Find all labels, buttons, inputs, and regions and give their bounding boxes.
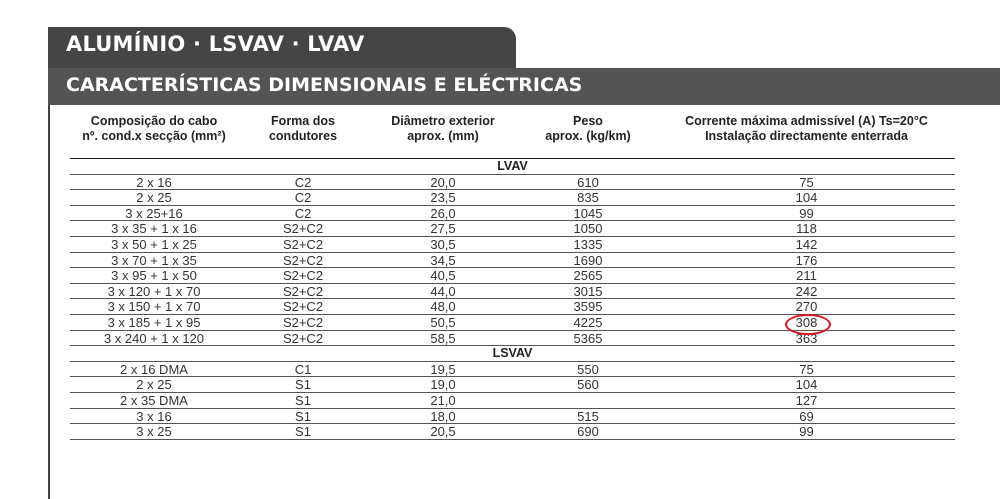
cell-diameter: 18,0: [430, 408, 456, 424]
cell-current: 363: [795, 330, 818, 346]
section-header: LSVAV: [70, 346, 955, 362]
cell-current: 142: [795, 236, 818, 252]
cell-diameter: 20,5: [430, 424, 456, 440]
cell-weight: 610: [577, 174, 599, 190]
table-row: [70, 253, 955, 269]
cell-diameter: 23,5: [430, 190, 456, 206]
cell-conductor-shape: S2+C2: [282, 221, 324, 237]
table-row: [70, 221, 955, 237]
header-weight: Peso aprox. (kg/km): [545, 114, 631, 143]
cell-current: 211: [796, 268, 817, 284]
title-tab: [48, 27, 516, 68]
cell-conductor-shape: S1: [295, 392, 311, 408]
cell-weight: 1050: [573, 221, 603, 237]
cell-diameter: 44,0: [430, 283, 456, 299]
cell-weight: 2565: [573, 268, 603, 284]
cell-diameter: 40,5: [430, 268, 456, 284]
cell-conductor-shape: S2+C2: [282, 299, 324, 315]
cell-conductor-shape: S2+C2: [282, 236, 324, 252]
header-max-current: Corrente máxima admissível (A) Ts=20°C Instalação directamente enterrada: [685, 114, 928, 143]
table-body: [70, 159, 955, 440]
cell-current: 99: [799, 205, 814, 221]
cell-composition: 3 x 25+16: [125, 205, 183, 221]
cell-composition: 3 x 70 + 1 x 35: [111, 252, 197, 268]
cell-weight: 1690: [573, 252, 603, 268]
cell-composition: 3 x 95 + 1 x 50: [111, 268, 197, 284]
cell-diameter: 19,0: [430, 377, 456, 393]
table-row: [70, 331, 955, 347]
cell-composition: 3 x 240 + 1 x 120: [103, 330, 205, 346]
cable-specs-table: [70, 114, 955, 440]
cell-diameter: 34,5: [430, 252, 456, 268]
cell-diameter: 20,0: [430, 174, 456, 190]
cell-current: 242: [795, 283, 818, 299]
header-conductor-shape: Forma dos condutores: [268, 114, 338, 143]
cell-diameter: 27,5: [430, 221, 456, 237]
cell-composition: 2 x 16: [136, 174, 172, 190]
cell-current: 99: [799, 424, 814, 440]
table-row: [70, 393, 955, 409]
cell-weight: 4225: [573, 314, 603, 330]
header-composition: Composição do cabo nº. cond.x secção (mm²): [82, 114, 226, 143]
cell-weight: 5365: [573, 330, 603, 346]
cell-diameter: 26,0: [430, 205, 456, 221]
cell-weight: 560: [577, 377, 599, 393]
cell-conductor-shape: S2+C2: [282, 283, 324, 299]
table-row: [70, 175, 955, 191]
table-row: [70, 409, 955, 425]
cell-conductor-shape: S1: [295, 377, 311, 393]
table-row: [70, 315, 955, 331]
section-title: CARACTERÍSTICAS DIMENSIONAIS E ELÉCTRICAS: [66, 74, 583, 96]
cell-composition: 3 x 120 + 1 x 70: [107, 283, 201, 299]
cell-current: 270: [795, 299, 818, 315]
cell-current: 127: [795, 392, 818, 408]
cell-composition: 2 x 35 DMA: [120, 392, 188, 408]
cell-current: [658, 315, 955, 330]
cell-conductor-shape: C2: [294, 190, 312, 206]
table-row: [70, 362, 955, 378]
highlighted-value: 308: [795, 314, 818, 330]
cell-weight: 3015: [573, 283, 603, 299]
cell-composition: 3 x 25: [136, 424, 172, 440]
table-row: [70, 268, 955, 284]
cell-current: 75: [799, 174, 814, 190]
table-row: [70, 284, 955, 300]
header-outer-diameter: Diâmetro exterior aprox. (mm): [391, 114, 495, 143]
table-row: [70, 424, 955, 440]
subtitle-band: [48, 68, 1000, 105]
cell-conductor-shape: S2+C2: [282, 314, 324, 330]
cell-diameter: 48,0: [430, 299, 456, 315]
cell-composition: 3 x 50 + 1 x 25: [111, 236, 197, 252]
cell-weight: 515: [577, 408, 599, 424]
table-row: [70, 206, 955, 222]
page-title: ALUMÍNIO · LSVAV · LVAV: [66, 32, 365, 56]
cell-composition: 3 x 150 + 1 x 70: [107, 299, 201, 315]
cell-conductor-shape: C1: [294, 361, 312, 377]
cell-conductor-shape: S1: [295, 408, 311, 424]
cell-composition: 3 x 35 + 1 x 16: [111, 221, 197, 237]
cell-diameter: 21,0: [430, 392, 456, 408]
cell-current: 104: [795, 190, 818, 206]
table-header: [70, 114, 955, 159]
cell-current: 118: [796, 221, 817, 237]
cell-diameter: 50,5: [430, 314, 456, 330]
cell-weight: 3595: [573, 299, 603, 315]
cell-composition: 2 x 25: [136, 377, 172, 393]
section-header: LVAV: [70, 159, 955, 175]
cell-composition: 3 x 16: [136, 408, 172, 424]
cell-diameter: 30,5: [430, 236, 456, 252]
cell-current: 69: [799, 408, 814, 424]
table-row: [70, 190, 955, 206]
table-row: [70, 377, 955, 393]
cell-diameter: 19,5: [430, 361, 456, 377]
cell-weight: 690: [577, 424, 599, 440]
cell-diameter: 58,5: [430, 330, 456, 346]
cell-weight: 550: [577, 361, 599, 377]
cell-weight: 835: [577, 190, 599, 206]
cell-weight: 1335: [573, 236, 603, 252]
table-row: [70, 237, 955, 253]
cell-conductor-shape: C2: [294, 205, 312, 221]
cell-conductor-shape: C2: [294, 174, 312, 190]
cell-current: 75: [799, 361, 814, 377]
cell-current: 176: [795, 252, 818, 268]
cell-conductor-shape: S2+C2: [282, 330, 324, 346]
cell-conductor-shape: S1: [295, 424, 311, 440]
cell-composition: 2 x 16 DMA: [120, 361, 188, 377]
cell-current: 104: [795, 377, 818, 393]
cell-conductor-shape: S2+C2: [282, 268, 324, 284]
cell-weight: 1045: [573, 205, 603, 221]
cell-composition: 2 x 25: [136, 190, 172, 206]
cell-conductor-shape: S2+C2: [282, 252, 324, 268]
cell-composition: 3 x 185 + 1 x 95: [107, 314, 201, 330]
table-row: [70, 299, 955, 315]
cell-weight: [518, 393, 658, 408]
